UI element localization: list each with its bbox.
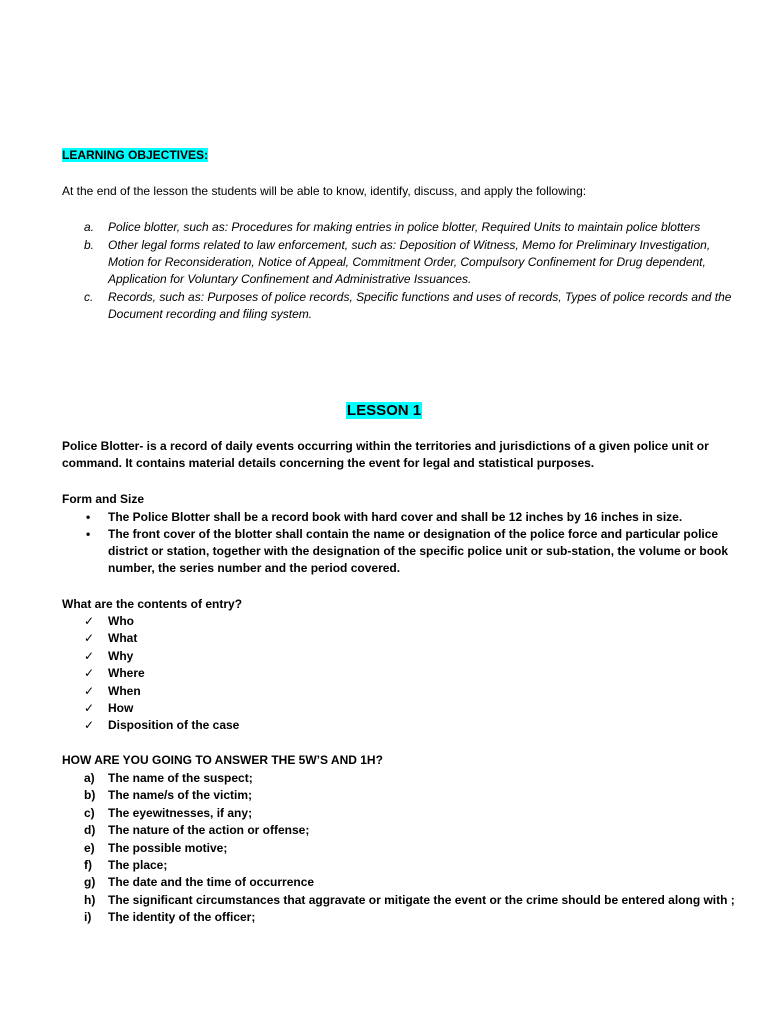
list-marker: c): [84, 805, 95, 820]
list-item-text: The eyewitnesses, if any;: [108, 805, 253, 820]
list-item: [62, 892, 742, 909]
answer-5ws-heading: HOW ARE YOU GOING TO ANSWER THE 5W’S AND 1H?: [62, 753, 383, 767]
checkmark-icon: ✓: [84, 700, 95, 715]
checkmark-icon: ✓: [84, 718, 95, 733]
list-item: [62, 822, 742, 839]
list-item: [62, 613, 239, 630]
list-item-text: The Police Blotter shall be a record book with hard cover and shall be 12 inches by 16 inches in size.: [108, 510, 683, 524]
list-item: [62, 665, 239, 682]
list-marker: b.: [84, 238, 95, 252]
list-item-text: The place;: [108, 857, 168, 872]
list-item: [62, 700, 239, 717]
list-marker: b): [84, 788, 96, 803]
list-item: [62, 717, 239, 734]
list-item: [62, 237, 732, 288]
list-marker: c.: [84, 290, 94, 304]
list-item-text: The possible motive;: [108, 840, 228, 855]
list-item: [62, 909, 742, 926]
contents-of-entry-list: [62, 613, 239, 735]
checkmark-icon: ✓: [84, 683, 95, 698]
list-marker: f): [84, 857, 92, 872]
list-item-text: When: [108, 683, 141, 698]
list-item-text: The identity of the officer;: [108, 910, 256, 925]
list-item-text: Who: [108, 614, 134, 628]
list-item-text: Why: [108, 648, 134, 663]
list-item-text: Other legal forms related to law enforcement, such as: Deposition of Witness, Memo for Preliminary Investigation, Motion for Reconsideration, Notice of Appeal, Commitment Order, Compulsory Confinement for Drug dependent, Application for Voluntary Confinement and Administrative Issuances.: [108, 238, 711, 286]
list-item-text: The nature of the action or offense;: [108, 823, 310, 838]
list-item-text: The name/s of the victim;: [108, 788, 253, 803]
list-item: [62, 787, 742, 804]
list-item: [62, 770, 742, 787]
police-blotter-definition: Police Blotter- is a record of daily events occurring within the territories and jurisdictions of a given police unit or command. It contains material details concerning the event for legal and statistical purposes.: [62, 439, 709, 470]
list-marker: a.: [84, 220, 95, 234]
list-item: [62, 840, 742, 857]
list-item: [62, 289, 732, 323]
lesson-title-text: LESSON 1: [346, 402, 422, 419]
list-item: [62, 526, 732, 577]
list-item: [62, 683, 239, 700]
checkmark-icon: ✓: [84, 614, 95, 628]
list-item: [62, 630, 239, 647]
learning-objectives-heading: [62, 147, 208, 164]
list-marker: a): [84, 771, 95, 785]
checkmark-icon: ✓: [84, 631, 95, 646]
list-item-text: What: [108, 631, 138, 646]
contents-of-entry-heading: What are the contents of entry?: [62, 597, 243, 611]
learning-objectives-list: [62, 219, 732, 324]
checkmark-icon: ✓: [84, 648, 95, 663]
bullet-icon: •: [86, 527, 91, 541]
list-item: [62, 874, 742, 891]
list-item-text: The front cover of the blotter shall contain the name or designation of the police force and particular police district or station, together with the designation of the specific police unit or sub-station, the volume or book number, the series number and the period covered.: [108, 527, 729, 575]
list-marker: e): [84, 840, 95, 855]
list-item-text: The date and the time of occurrence: [108, 875, 315, 890]
learning-objectives-intro: At the end of the lesson the students will be able to know, identify, discuss, and apply the following:: [62, 184, 587, 198]
list-item-text: How: [108, 700, 134, 715]
bullet-icon: •: [86, 510, 91, 524]
list-item-text: Disposition of the case: [108, 718, 240, 733]
learning-objectives-heading-text: LEARNING OBJECTIVES:: [62, 148, 209, 162]
list-item: [62, 805, 742, 822]
list-marker: i): [84, 910, 92, 925]
form-and-size-list: [62, 509, 732, 577]
list-item-text: The name of the suspect;: [108, 771, 253, 785]
list-item: [62, 857, 742, 874]
list-item-text: The significant circumstances that aggravate or mitigate the event or the crime should be entered along with ;: [108, 892, 735, 907]
list-item-text: Where: [108, 666, 145, 681]
list-item-text: Records, such as: Purposes of police records, Specific functions and uses of records, Types of police records and the Document recording and filing system.: [108, 290, 732, 321]
list-marker: h): [84, 892, 96, 907]
answer-5ws-list: [62, 770, 742, 927]
list-item: [62, 648, 239, 665]
list-item-text: Police blotter, such as: Procedures for making entries in police blotter, Required Units to maintain police blotters: [108, 220, 701, 234]
checkmark-icon: ✓: [84, 666, 95, 681]
form-and-size-heading: Form and Size: [62, 492, 145, 506]
list-marker: d): [84, 823, 96, 838]
list-item: [62, 509, 732, 526]
list-marker: g): [84, 875, 96, 890]
lesson-title: [0, 400, 768, 422]
list-item: [62, 219, 732, 236]
